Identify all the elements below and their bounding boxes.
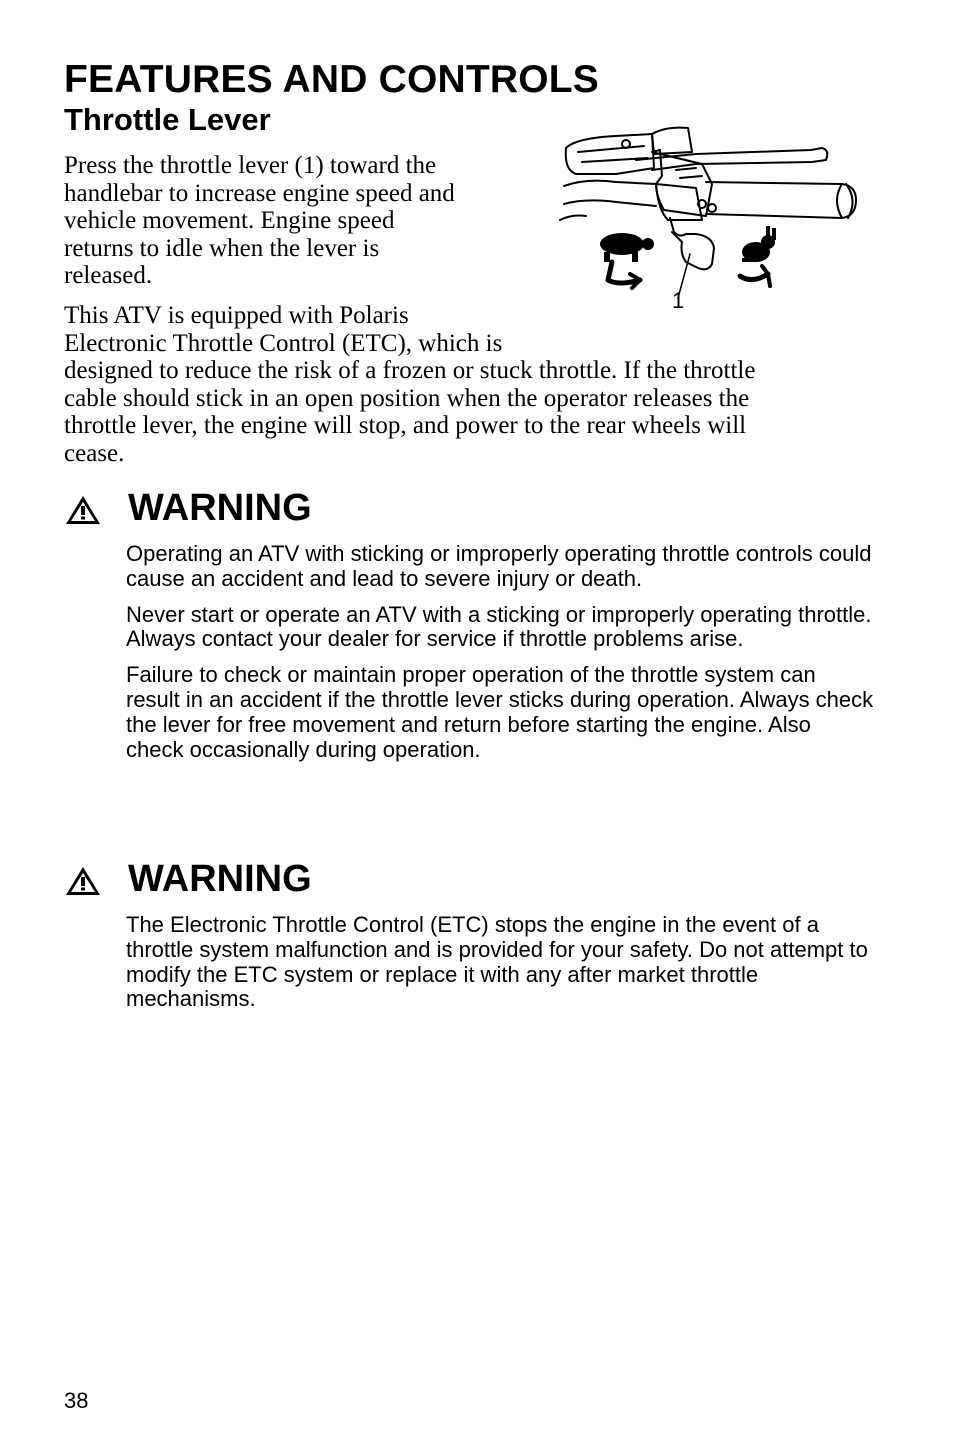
throttle-lever-illustration [556,124,896,324]
etc-line: designed to reduce the risk of a frozen or stuck throttle. If the throttle [64,357,756,385]
warning-block [64,486,874,773]
warning-header [64,486,874,532]
etc-line: This ATV is equipped with Polaris [64,302,409,329]
intro-paragraph: Press the throttle lever (1) toward the handlebar to increase engine speed and vehicle movement. Engine speed returns to idle when the lever is released. [64,152,455,290]
etc-line: throttle lever, the engine will stop, and power to the rear wheels will [64,412,747,440]
warning-paragraph: Operating an ATV with sticking or improperly operating throttle controls could cause an accident and lead to severe injury or death. [126,541,872,591]
warning-paragraph: The Electronic Throttle Control (ETC) stops the engine in the event of a throttle system malfunction and is provided for your safety. Do not attempt to modify the ETC system or replace it with any after market throttle mechanisms. [126,912,868,1012]
etc-description [64,302,864,468]
etc-line: cease. [64,439,125,467]
warning-paragraph: Failure to check or maintain proper operation of the throttle system can result in an accident if the throttle lever sticks during operation. Always check the lever for free movement and return before starting the engine. Also check occasionally during operation. [126,662,874,762]
turtle-icon [600,233,654,262]
page-title: FEATURES AND CONTROLS [64,58,600,101]
section-title: Throttle Lever [64,102,271,137]
warning-header [64,857,874,903]
rabbit-icon [742,226,776,262]
warning-triangle-icon [64,865,102,897]
warning-triangle-icon [64,494,102,526]
callout-label: 1 [672,288,685,313]
warning-title: WARNING [128,487,312,529]
etc-line: Electronic Throttle Control (ETC), which is [64,329,503,357]
warning-title: WARNING [128,858,312,900]
warning-paragraph: Never start or operate an ATV with a sticking or improperly operating throttle. Always contact your dealer for service if throttle problems arise. [126,601,872,652]
warning-block [64,857,874,1023]
page-number: 38 [64,1388,89,1413]
etc-line: cable should stick in an open position when the operator releases the [64,384,750,412]
